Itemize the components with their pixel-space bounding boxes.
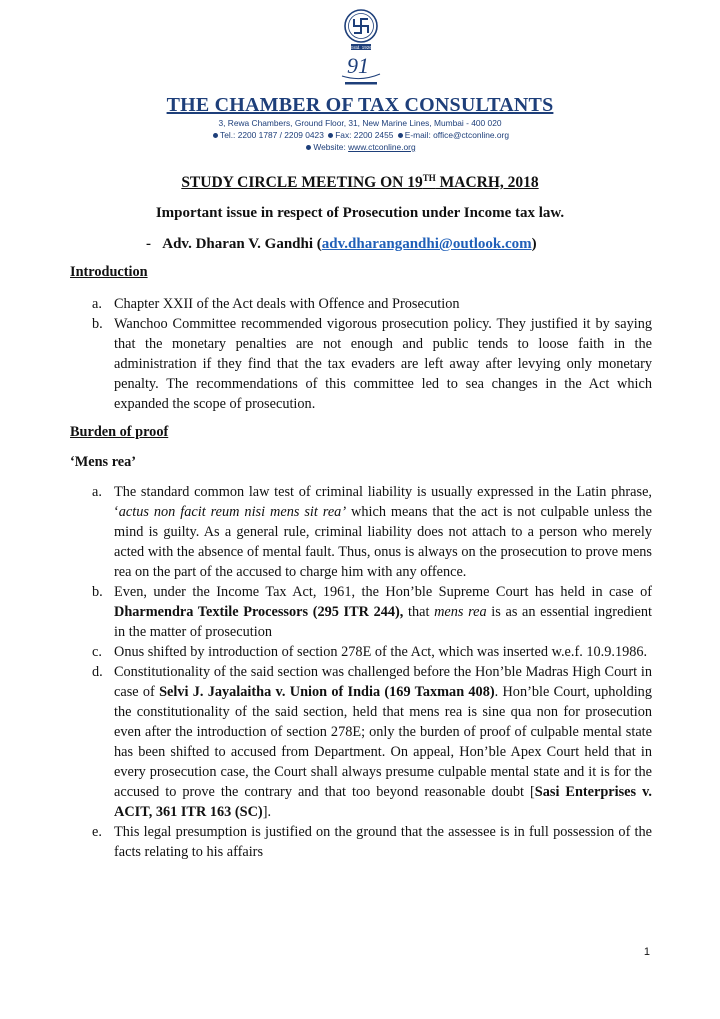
email-label: E-mail: [404, 130, 434, 140]
svg-text:Estd. 1926: Estd. 1926 [350, 45, 372, 50]
subheading-mens-rea: ‘Mens rea’ [70, 454, 137, 470]
list-item: b. Wanchoo Committee recommended vigorous prosecution policy. They justified it by saying that the monetary penalties are not enough and public tends to loose faith in the administration if they find that the tax evaders are left away after levying only monetary penalty. The recommendations of this committee led to sea changes in the Act which expanded the scope of prosecution. [92, 316, 652, 412]
address-line: 3, Rewa Chambers, Ground Floor, 31, New Marine Lines, Mumbai - 400 020 [218, 118, 502, 128]
meeting-subtitle: Important issue in respect of Prosecution under Income tax law. [155, 205, 565, 221]
list-item: a. The standard common law test of criminal liability is usually expressed in the Latin phrase, ‘actus non facit reum nisi mens sit rea’ which means that the act is not culpable unless the mind is guilty. As a general rule, criminal liability does not attach to a person who merely acted with the absence of mental fault. Thus, onus is always on the prosecution to prove mens rea on the part of the accused to charge him with any offence. [92, 484, 652, 580]
list-item: d. Constitutionality of the said section was challenged before the Hon’ble Madras High Court in case of Selvi J. Jayalaitha v. Union of India (169 Taxman 408). Hon’ble Court, upholding the constitutionality of the said section, held that mens rea is sine qua non for prosecution even after the introduction of section 278E; only the burden of proof of culpable mental state has been shifted to accused from Department. On appeal, Hon’ble Apex Court held that in every prosecution case, the Court shall always presume culpable mental state and it is for the accused to prove the contrary and that too beyond reasonable doubt [Sasi Enterprises v. ACIT, 361 ITR 163 (SC)]. [92, 664, 653, 820]
list-item: a. Chapter XXII of the Act deals with Offence and Prosecution [92, 296, 460, 312]
organization-title: THE CHAMBER OF TAX CONSULTANTS [166, 94, 554, 116]
tel-text: Tel.: 2200 1787 / 2209 0423 [220, 130, 324, 140]
section-heading-burden-of-proof: Burden of proof [70, 424, 169, 440]
list-item: b. Even, under the Income Tax Act, 1961, the Hon’ble Supreme Court has held in case of Dharmendra Textile Processors (295 ITR 244), that mens rea is as an essential ingredient in the matter of prosecution [92, 584, 652, 640]
list-item: c. Onus shifted by introduction of section 278E of the Act, which was inserted w.e.f. 10.9.1986. [92, 644, 648, 660]
burden-list [70, 482, 652, 862]
chamber-logo-icon [334, 8, 388, 90]
section-heading-introduction: Introduction [70, 264, 148, 280]
office-email-link[interactable]: office@ctconline.org [433, 130, 509, 140]
website-line [0, 142, 720, 153]
website-link[interactable]: www.ctconline.org [348, 142, 416, 152]
svg-text:91: 91 [347, 53, 369, 78]
introduction-list [70, 294, 652, 414]
contact-line [0, 130, 720, 141]
list-item: e. This legal presumption is justified on the ground that the assessee is in full possession of the facts relating to his affairs [92, 824, 652, 860]
website-label: Website: [313, 142, 349, 152]
author-email-link[interactable]: adv.dharangandhi@outlook.com [321, 236, 532, 252]
author-line: - Adv. Dharan V. Gandhi (adv.dharangandhi@outlook.com) [146, 236, 537, 252]
page-number: 1 [643, 946, 650, 958]
fax-text: Fax: 2200 2455 [335, 130, 394, 140]
meeting-title: STUDY CIRCLE MEETING ON 19TH MACRH, 2018 [181, 173, 539, 192]
